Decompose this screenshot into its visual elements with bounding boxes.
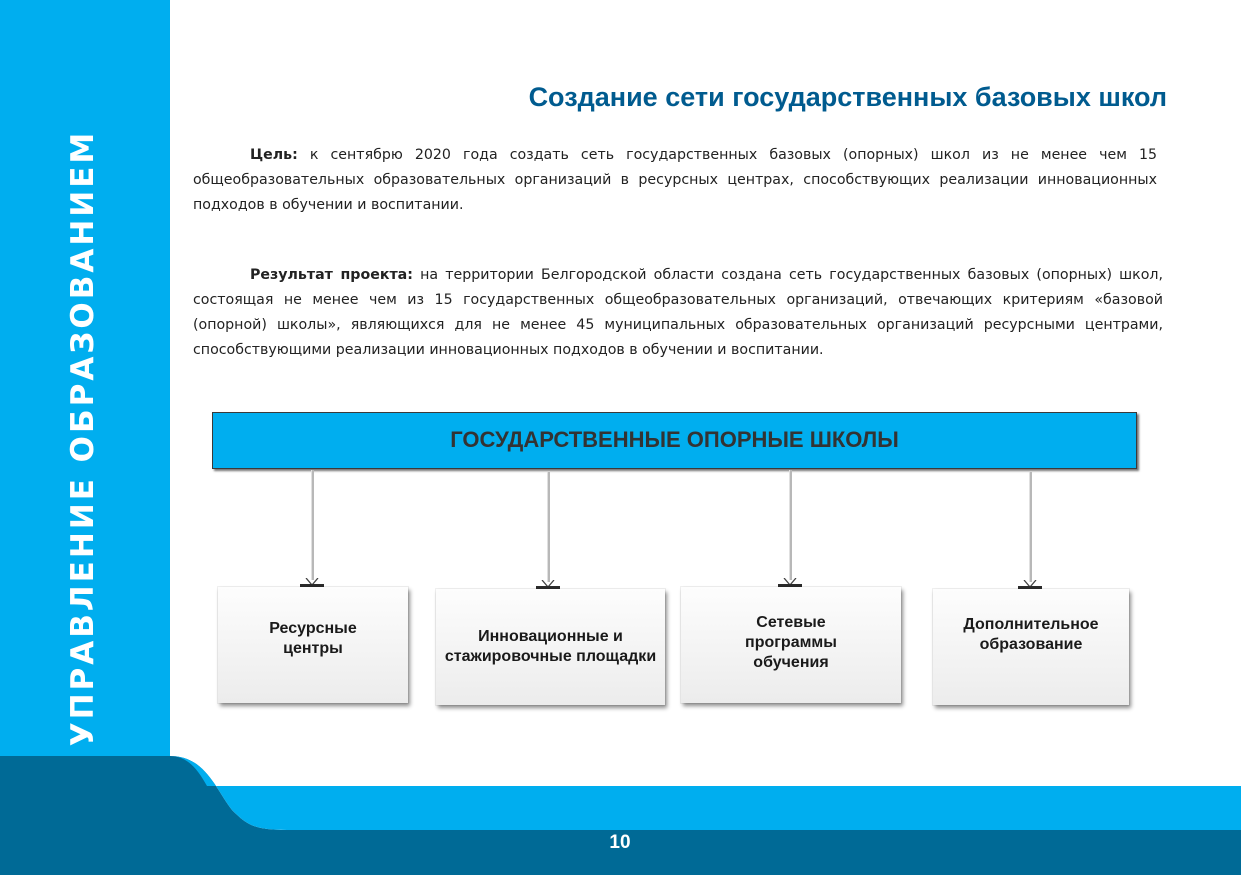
page-number: 10 [609, 832, 631, 853]
diagram-header [212, 412, 1137, 469]
card-additional-education [933, 589, 1129, 705]
connector-line [547, 472, 550, 582]
goal-label: Цель: [250, 147, 298, 163]
card-label: Ресурсные центры [269, 620, 357, 657]
result-paragraph [193, 263, 1163, 363]
card-resource-centers [218, 587, 408, 703]
diagram-header-label: ГОСУДАРСТВЕННЫЕ ОПОРНЫЕ ШКОЛЫ [450, 427, 899, 452]
sidebar [0, 0, 170, 875]
card-innovation-platforms [436, 589, 665, 705]
footer-wave [0, 748, 1241, 875]
sidebar-label: УПРАВЛЕНИЕ ОБРАЗОВАНИЕМ [65, 129, 101, 747]
card-label: Инновационные и стажировочные площадки [444, 628, 657, 665]
goal-text: к сентябрю 2020 года создать сеть государственных базовых (опорных) школ из не менее чем 15 общеобразовательных образовательных организаций в ресурсных центрах, способствующих реализации инновационных подходов в обучении и воспитании. [193, 147, 1157, 213]
connector-line [789, 470, 792, 580]
connector-line [1029, 472, 1032, 582]
result-text: на территории Белгородской области создана сеть государственных базовых (опорных) школ, состоящая не менее чем из 15 государственных общеобразовательных организаций, отвечающих критериям «базовой (опорной) школы», являющихся для не менее 45 муниципальных образовательных организаций ресурсными центрами, способствующими реализации инновационных подходов в обучении и воспитании. [193, 267, 1163, 358]
page-title: Создание сети государственных базовых школ [528, 82, 1167, 112]
result-label: Результат проекта: [250, 267, 413, 283]
goal-paragraph [193, 143, 1157, 218]
connector-line [311, 470, 314, 580]
card-label: Сетевые программы обучения [745, 614, 837, 671]
card-label: Дополнительное образование [963, 616, 1099, 653]
card-network-programs [681, 587, 901, 703]
